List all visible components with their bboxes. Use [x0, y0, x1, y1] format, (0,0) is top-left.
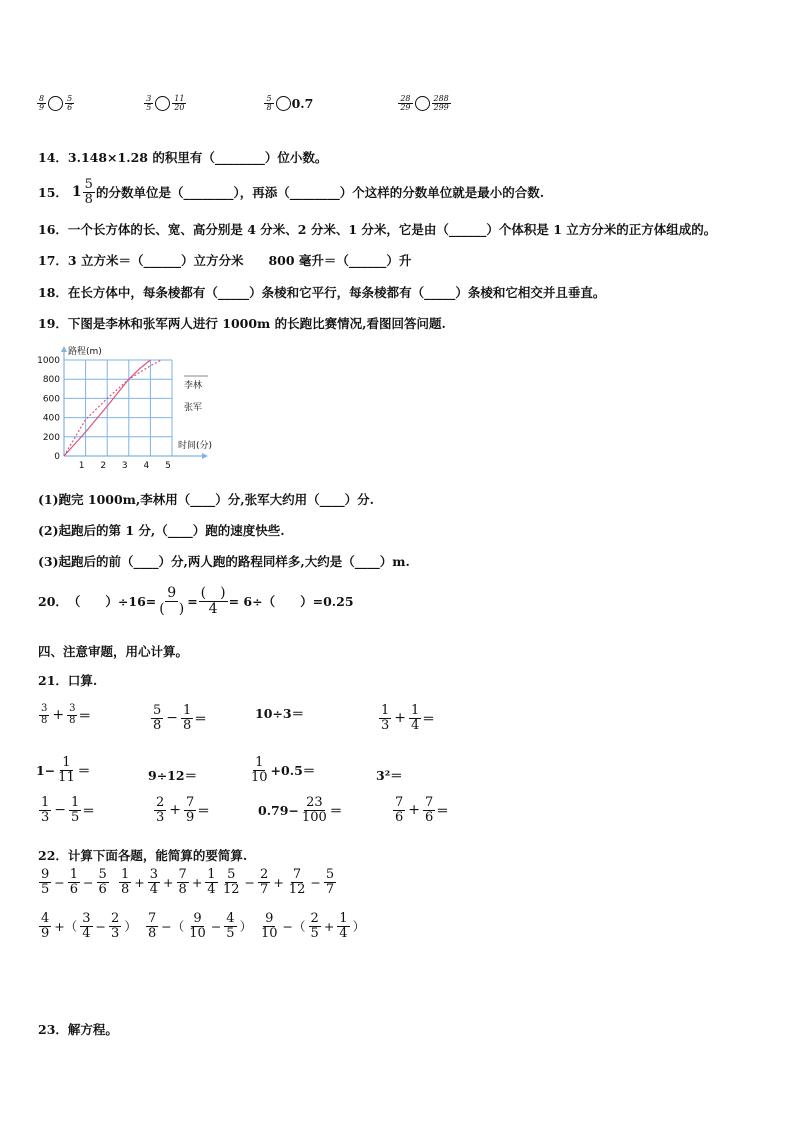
q-number: 18． [38, 285, 68, 300]
compare-item [397, 95, 451, 113]
fraction: $\frac{1}{10}$ [251, 755, 268, 785]
math-expression: $\frac{5}{8}$ − $\frac{1}{8}$ ＝ [153, 703, 207, 733]
fraction: $\frac{2}{3}$ [156, 795, 165, 825]
math-expression: 0.79− $\frac{23}{100}$ ＝ [258, 795, 343, 825]
fraction: $\frac{7}{8}$ [148, 911, 157, 941]
fraction: $\frac{1}{4}$ [411, 703, 420, 733]
math-expression: $\frac{4}{9}$ +（ $\frac{3}{4}$ − $\frac{2}{3}$ ） [41, 911, 137, 941]
fraction: $\frac{5}{7}$ [325, 867, 335, 897]
question-23 [38, 1020, 118, 1038]
mixed-whole: 1 [71, 184, 82, 201]
compare-row [36, 95, 452, 113]
question-16 [38, 220, 716, 238]
fraction: $\frac{1}{4}$ [207, 867, 216, 897]
math-expression: $\frac{1}{3}$ + $\frac{1}{4}$ ＝ [381, 703, 435, 733]
fraction: $\frac{7}{6}$ [395, 795, 404, 825]
y-tick-label: 1000 [37, 356, 60, 366]
q-number: 14． [38, 150, 68, 165]
x-tick-label: 3 [121, 461, 128, 471]
q-text: 的分数单位是（________），再添（________）个这样的分数单位就是最小的合数. [95, 185, 545, 201]
compare-circle-blank [155, 96, 170, 111]
math-expression: 10÷3＝ [255, 706, 305, 721]
math-expression: $\frac{7}{8}$ −（ $\frac{9}{10}$ − $\frac{4}{5}$ ） [148, 911, 253, 941]
fraction: $\frac{8}{9}$ [39, 94, 45, 113]
q-text: 3.148×1.28 的积里有（________）位小数。 [67, 150, 328, 165]
fraction: $\frac{1}{11}$ [58, 755, 75, 785]
compare-circle-blank [276, 96, 291, 111]
x-tick-label: 2 [100, 461, 107, 471]
question-20: 20． （ ）÷16= $\frac{9}{( )}$ = $\frac{( )}{4}$ = 6÷（ ）=0.25 [38, 585, 354, 617]
fraction: $\frac{5}{8}$ [266, 94, 272, 113]
q-number: 22． [38, 848, 68, 863]
math-expression: $\frac{5}{12}$ − $\frac{2}{7}$ + $\frac{7}{12}$ − $\frac{5}{7}$ [223, 867, 335, 897]
math-expression: $\frac{9}{5}$ − $\frac{1}{6}$ − $\frac{5}{6}$ [41, 867, 107, 897]
fraction: $\frac{7}{6}$ [425, 795, 434, 825]
question-21 [38, 671, 97, 689]
q-number: 19． [38, 316, 68, 331]
fraction: $\frac{5}{12}$ [223, 867, 240, 897]
q-text: 解方程。 [67, 1022, 118, 1037]
math-expression: $\frac{3}{8}$ + $\frac{3}{8}$ ＝ [41, 703, 91, 726]
fraction: $\frac{5}{6}$ [67, 94, 73, 113]
fraction: $\frac{9}{10}$ [189, 911, 206, 941]
question-19-sub3: (3)起跑后的前（____）分,两人跑的路程同样多,大约是（____）m. [38, 554, 410, 569]
fraction: $\frac{1}{3}$ [41, 795, 50, 825]
legend-label: 张军 [184, 403, 203, 413]
fraction: $\frac{28}{29}$ [400, 94, 411, 113]
math-expression: $\frac{7}{6}$ + $\frac{7}{6}$ ＝ [395, 795, 449, 825]
question-18 [38, 283, 605, 301]
legend-label: 李林 [184, 381, 203, 391]
question-15 [38, 178, 544, 206]
fraction: $\frac{7}{12}$ [288, 867, 306, 897]
fraction: $\frac{9}{10}$ [261, 911, 278, 941]
series-line-2 [64, 360, 161, 456]
race-line-chart [32, 338, 232, 472]
mixed-fraction: $\frac{5}{8}$ [84, 177, 93, 207]
fraction: $\frac{3}{4}$ [82, 911, 91, 941]
fraction: $\frac{5}{6}$ [98, 867, 107, 897]
q-number: 17． [38, 253, 68, 268]
q-number: 15． [38, 185, 68, 201]
question-17 [38, 251, 411, 269]
math-expression: $\frac{9}{10}$ −（ $\frac{2}{5}$ + $\frac{1}{4}$ ） [261, 911, 366, 941]
compare-circle-blank [48, 96, 63, 111]
fraction: $\frac{1}{5}$ [71, 795, 80, 825]
fraction: $\frac{288}{299}$ [433, 94, 449, 113]
q-text: 下图是李林和张军两人进行 1000m 的长跑比赛情况,看图回答问题. [67, 316, 446, 331]
fraction: $\frac{1}{3}$ [381, 703, 390, 733]
fraction: $\frac{4}{9}$ [41, 911, 50, 941]
q-number: 20． [38, 594, 68, 610]
question-19-sub2: (2)起跑后的第 1 分,（____）跑的速度快些. [38, 523, 285, 538]
q-text: 3 立方米＝（______）立方分米 800 毫升＝（______）升 [67, 253, 412, 268]
y-tick-label: 200 [42, 432, 60, 443]
section-4-title: 四、注意审题，用心计算。 [38, 644, 189, 659]
fraction-blank-2: $\frac{( )}{4}$ [200, 585, 226, 617]
fraction: $\frac{1}{6}$ [69, 867, 79, 897]
question-19 [38, 314, 446, 332]
q-number: 23． [38, 1022, 68, 1037]
fraction: $\frac{7}{8}$ [178, 867, 187, 897]
question-22 [38, 846, 247, 864]
y-tick-label: 0 [54, 452, 60, 462]
fraction: $\frac{23}{100}$ [301, 795, 327, 825]
fraction: $\frac{2}{3}$ [111, 911, 120, 941]
fraction: $\frac{4}{5}$ [226, 911, 235, 941]
compare-item [36, 95, 75, 113]
fraction: $\frac{7}{9}$ [186, 795, 195, 825]
fraction: $\frac{11}{20}$ [174, 94, 185, 113]
fraction: $\frac{2}{5}$ [310, 911, 319, 941]
x-tick-label: 4 [143, 461, 150, 471]
math-expression: $\frac{1}{10}$ +0.5＝ [251, 755, 316, 785]
x-tick-label: 1 [78, 461, 85, 471]
y-axis-arrow [61, 346, 67, 352]
math-expression: $\frac{1}{8}$ + $\frac{3}{4}$ + $\frac{7}{8}$ + $\frac{1}{4}$ [121, 867, 216, 897]
y-tick-label: 600 [42, 394, 60, 405]
fraction: $\frac{1}{4}$ [339, 911, 348, 941]
fraction: $\frac{9}{5}$ [41, 867, 50, 897]
q-text: 口算. [67, 673, 98, 688]
fraction: $\frac{5}{8}$ [153, 703, 162, 733]
fraction: $\frac{1}{8}$ [183, 703, 192, 733]
y-axis-label: 路程(m) [68, 347, 102, 357]
math-expression: 3²＝ [376, 768, 403, 783]
compare-item [143, 95, 187, 113]
math-expression: 1− $\frac{1}{11}$ ＝ [36, 755, 91, 785]
y-tick-label: 400 [42, 413, 60, 424]
x-axis-label: 时间(分) [178, 441, 213, 451]
math-expression: $\frac{1}{3}$ − $\frac{1}{5}$ ＝ [41, 795, 95, 825]
fraction: $\frac{1}{8}$ [121, 867, 130, 897]
y-tick-label: 800 [42, 375, 60, 386]
question-19-sub1: (1)跑完 1000m,李林用（____）分,张军大约用（____）分. [38, 492, 374, 507]
x-axis-arrow [202, 453, 208, 459]
q-text: 计算下面各题，能简算的要简算. [67, 848, 248, 863]
math-expression: 9÷12＝ [148, 768, 198, 783]
fraction: $\frac{3}{8}$ [41, 703, 48, 726]
fraction: $\frac{2}{7}$ [260, 867, 269, 897]
fraction: $\frac{3}{8}$ [69, 703, 76, 726]
fraction: $\frac{3}{4}$ [149, 867, 159, 897]
x-tick-label: 5 [165, 461, 171, 471]
q-text: 在长方体中，每条棱都有（_____）条棱和它平行，每条棱都有（_____）条棱和它相交并且垂直。 [67, 285, 606, 300]
compare-item: $\frac{5}{8}$ 0.7 [266, 94, 314, 113]
fraction-blank-1: $\frac{9}{( )}$ [159, 585, 185, 617]
q-text: 一个长方体的长、宽、高分别是 4 分米、2 分米、1 分米，它是由（______）个体积是 1 立方分米的正方体组成的。 [67, 222, 717, 237]
question-14 [38, 148, 327, 166]
math-expression: $\frac{2}{3}$ + $\frac{7}{9}$ ＝ [156, 795, 210, 825]
compare-circle-blank [415, 96, 430, 111]
q-number: 21． [38, 673, 68, 688]
q-number: 16． [38, 222, 68, 237]
fraction: $\frac{3}{5}$ [146, 94, 152, 113]
